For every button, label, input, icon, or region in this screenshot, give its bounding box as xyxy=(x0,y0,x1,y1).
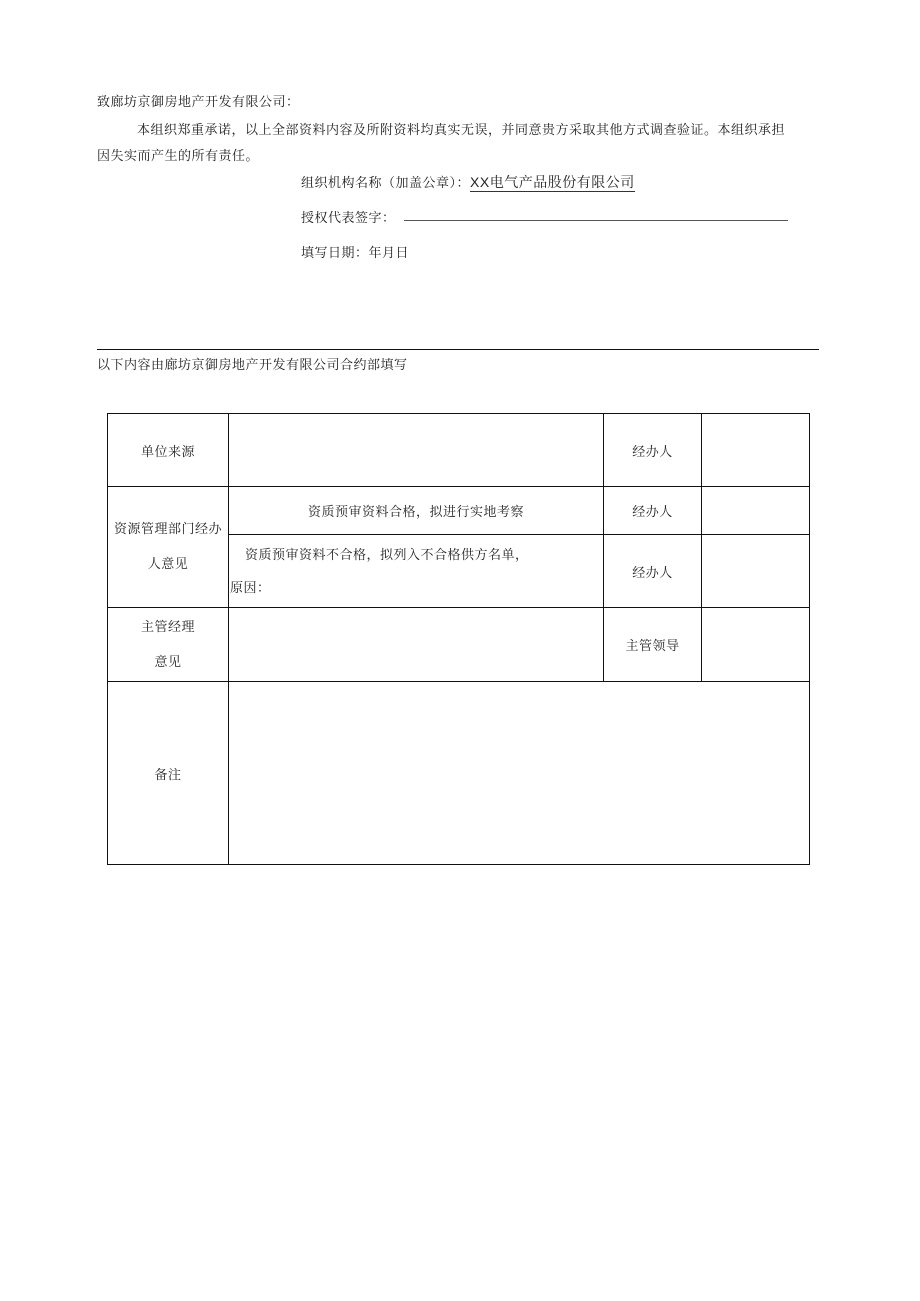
handler-label: 经办人 xyxy=(604,535,702,608)
unit-source-label: 单位来源 xyxy=(108,414,229,487)
table-row-manager xyxy=(108,608,810,682)
option-fail: 资质预审资料不合格，拟列入不合格供方名单， xyxy=(245,548,529,563)
leader-label: 主管领导 xyxy=(604,608,702,682)
org-name-row xyxy=(301,172,635,192)
resource-dept-label-line2: 人意见 xyxy=(147,557,189,572)
handler-label: 经办人 xyxy=(604,414,702,487)
signature-line[interactable] xyxy=(404,220,788,221)
org-name-value[interactable]: XX电气产品股份有限公司 xyxy=(470,174,635,190)
fill-date: 填写日期：年月日 xyxy=(301,246,410,261)
resource-dept-label-line1: 资源管理部门经办 xyxy=(113,522,222,537)
manager-opinion-label-line1: 主管经理 xyxy=(140,619,195,635)
table-row-remark xyxy=(108,682,810,865)
table-row-source xyxy=(108,414,810,487)
table-row-pass xyxy=(108,487,810,535)
commitment-text-line1: 本组织郑重承诺，以上全部资料内容及所附资料均真实无误，并同意贵方采取其他方式调查验证。本组织承担 xyxy=(137,123,786,138)
review-table xyxy=(107,413,810,865)
addressee: 致廊坊京御房地产开发有限公司： xyxy=(97,95,300,110)
manager-opinion-label xyxy=(108,608,229,682)
handler-label: 经办人 xyxy=(604,487,702,535)
signature-label: 授权代表签字： xyxy=(301,211,396,226)
handler-sign-cell[interactable] xyxy=(702,414,810,487)
resource-dept-label xyxy=(108,487,229,608)
org-name-label: 组织机构名称（加盖公章）： xyxy=(301,176,471,191)
remark-label: 备注 xyxy=(108,682,229,865)
unit-source-cell[interactable] xyxy=(229,414,604,487)
option-fail-cell[interactable] xyxy=(229,535,604,608)
manager-opinion-cell[interactable] xyxy=(229,608,604,682)
section-note: 以下内容由廊坊京御房地产开发有限公司合约部填写 xyxy=(97,358,408,373)
option-pass[interactable]: 资质预审资料合格，拟进行实地考察 xyxy=(229,487,604,535)
commitment-text-line2: 因失实而产生的所有责任。 xyxy=(97,149,260,164)
handler-sign-cell[interactable] xyxy=(702,535,810,608)
leader-sign-cell[interactable] xyxy=(702,608,810,682)
section-divider xyxy=(97,349,819,350)
manager-opinion-label-line2: 意见 xyxy=(154,654,182,670)
handler-sign-cell[interactable] xyxy=(702,487,810,535)
reason-label: 原因： xyxy=(230,581,271,596)
remark-cell[interactable] xyxy=(229,682,810,865)
